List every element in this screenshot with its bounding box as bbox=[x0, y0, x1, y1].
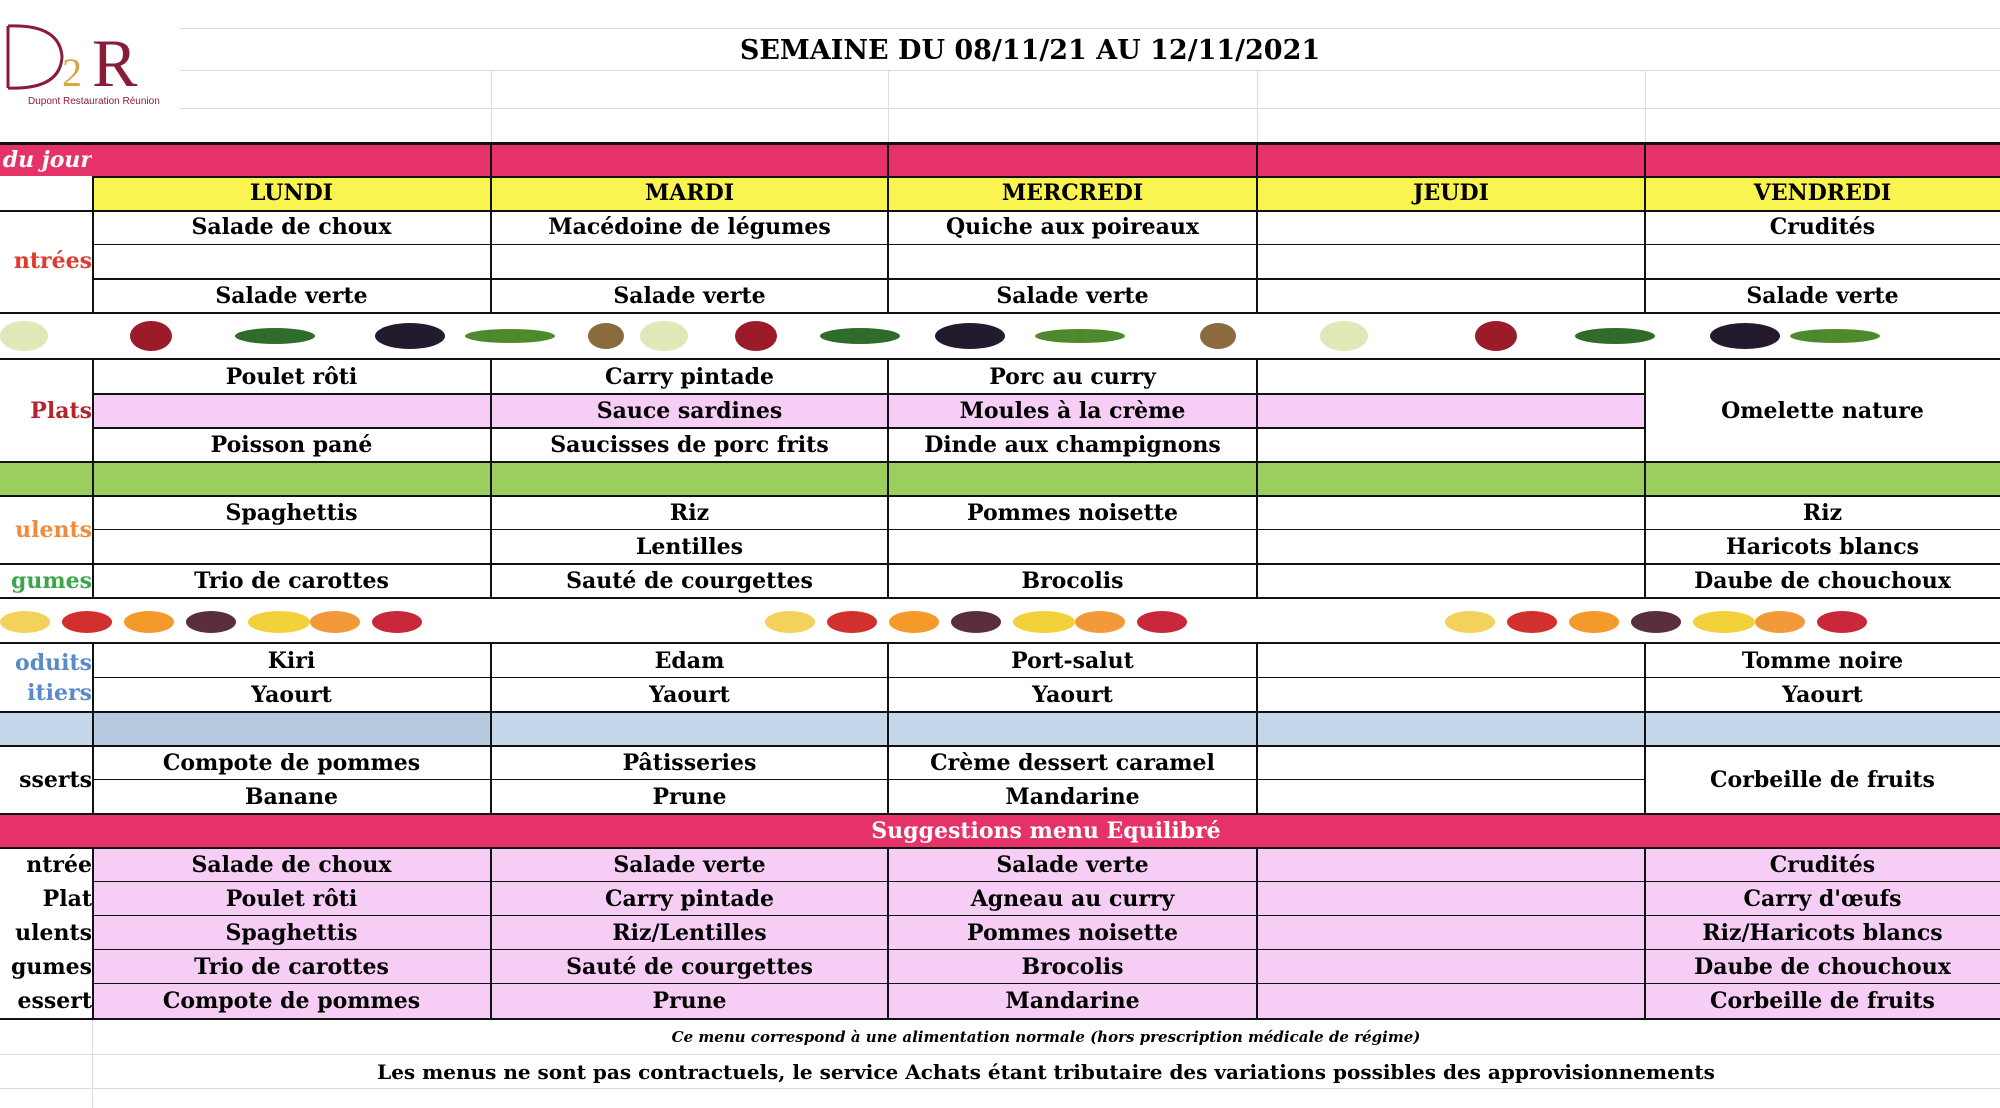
entree-cell: Crudités bbox=[1769, 214, 1876, 240]
suggestion-label-text: Plat bbox=[42, 886, 92, 912]
table-border bbox=[92, 642, 94, 813]
feculent-cell: Pommes noisette bbox=[967, 500, 1178, 526]
grid-line bbox=[888, 70, 889, 142]
entree-cell: Salade verte bbox=[996, 283, 1149, 309]
suggestion-cell: Compote de pommes bbox=[162, 988, 421, 1014]
table-border bbox=[92, 529, 2000, 530]
blue-separator-lundi bbox=[92, 712, 491, 746]
pomegranate-icon bbox=[130, 321, 172, 351]
suggestion-label bbox=[0, 984, 92, 1018]
table-border bbox=[92, 949, 2000, 950]
suggestion-cell: Brocolis bbox=[1021, 954, 1124, 980]
plat-cell-vendredi: Omelette nature bbox=[1721, 398, 1924, 424]
section-feculents bbox=[0, 496, 92, 564]
suggestion-label bbox=[0, 882, 92, 916]
grid-line bbox=[0, 1088, 2000, 1089]
logo-subtitle: Dupont Restauration Réunion bbox=[28, 96, 160, 107]
dessert-cell: Banane bbox=[244, 784, 339, 810]
banana-icon bbox=[248, 611, 310, 633]
table-border bbox=[92, 779, 1645, 780]
table-border bbox=[92, 915, 2000, 916]
lemon-icon bbox=[0, 611, 50, 633]
suggestion-label bbox=[0, 848, 92, 882]
day-mardi: MARDI bbox=[644, 180, 735, 206]
feculent-cell: Riz bbox=[1802, 500, 1843, 526]
plat-cell: Moules à la crème bbox=[959, 398, 1186, 424]
dessert-cell: Pâtisseries bbox=[622, 750, 757, 776]
plat-cell: Poulet rôti bbox=[225, 364, 358, 390]
raspberry-icon bbox=[1137, 611, 1187, 633]
table-border bbox=[92, 176, 94, 312]
apricot-icon bbox=[310, 611, 360, 633]
green-beans-icon bbox=[465, 329, 555, 343]
eggplant-icon bbox=[1710, 323, 1780, 349]
suggestion-cell: Pommes noisette bbox=[967, 920, 1178, 946]
suggestion-cell: Salade verte bbox=[996, 852, 1149, 878]
plat-cell: Sauce sardines bbox=[596, 398, 783, 424]
svg-text:2: 2 bbox=[62, 50, 82, 95]
table-border bbox=[92, 358, 94, 597]
table-border bbox=[92, 244, 2000, 245]
plat-cell: Poisson pané bbox=[210, 432, 373, 458]
grid-line bbox=[1257, 70, 1258, 142]
table-border bbox=[1644, 847, 1646, 1018]
grid-line bbox=[1645, 70, 1646, 142]
table-border bbox=[92, 677, 2000, 678]
entree-cell bbox=[1257, 280, 1645, 312]
table-border bbox=[0, 312, 2000, 314]
laitier-cell: Tomme noire bbox=[1741, 648, 1904, 674]
grid-line bbox=[180, 108, 2000, 109]
entree-cell bbox=[1257, 210, 1645, 244]
orange-slice-icon bbox=[1569, 611, 1619, 633]
table-border bbox=[490, 142, 492, 312]
dessert-cell: Prune bbox=[652, 784, 727, 810]
suggestion-label-text: gumes bbox=[10, 954, 92, 980]
lemon-icon bbox=[765, 611, 815, 633]
zucchini-icon bbox=[1575, 328, 1655, 344]
table-border bbox=[92, 881, 2000, 882]
fig-icon bbox=[186, 611, 236, 633]
table-border bbox=[887, 847, 889, 1018]
section-entrees-label: ntrées bbox=[13, 248, 92, 274]
day-lundi: LUNDI bbox=[250, 180, 333, 206]
table-border bbox=[1256, 358, 1258, 597]
section-plats bbox=[0, 360, 92, 462]
zucchini-icon bbox=[820, 328, 900, 344]
section-entrees bbox=[0, 210, 92, 312]
table-border bbox=[887, 642, 889, 813]
laitier-cell: Edam bbox=[654, 648, 725, 674]
table-border bbox=[0, 597, 2000, 599]
plat-cell: Dinde aux champignons bbox=[924, 432, 1221, 458]
zucchini-icon bbox=[235, 328, 315, 344]
fennel-icon bbox=[640, 321, 688, 351]
day-mercredi: MERCREDI bbox=[1001, 180, 1144, 206]
dessert-cell: Compote de pommes bbox=[162, 750, 421, 776]
legume-cell: Brocolis bbox=[1021, 568, 1124, 594]
table-border bbox=[0, 847, 2000, 849]
table-border bbox=[92, 176, 2000, 178]
table-border bbox=[0, 813, 2000, 815]
suggestions-title: Suggestions menu Equilibré bbox=[871, 818, 1221, 844]
table-border bbox=[1256, 142, 1258, 312]
table-border bbox=[0, 210, 2000, 212]
table-border bbox=[0, 1018, 2000, 1020]
suggestion-cell: Mandarine bbox=[1005, 988, 1140, 1014]
section-legumes bbox=[0, 564, 92, 598]
legume-cell: Sauté de courgettes bbox=[566, 568, 813, 594]
laitier-cell: Yaourt bbox=[251, 682, 332, 708]
suggestion-cell: Poulet rôti bbox=[225, 886, 358, 912]
suggestion-cell: Salade verte bbox=[613, 852, 766, 878]
entree-cell: Quiche aux poireaux bbox=[946, 214, 1199, 240]
table-border bbox=[0, 563, 2000, 565]
strawberry-icon bbox=[62, 611, 112, 633]
entree-cell: Salade verte bbox=[215, 283, 368, 309]
menu-du-jour-band bbox=[0, 144, 2000, 176]
logo bbox=[0, 14, 180, 110]
section-laitiers bbox=[0, 644, 92, 712]
lemon-icon bbox=[1445, 611, 1495, 633]
entree-cell: Salade verte bbox=[1746, 283, 1899, 309]
section-desserts-label: sserts bbox=[19, 767, 92, 793]
orange-slice-icon bbox=[124, 611, 174, 633]
feculent-cell: Lentilles bbox=[635, 534, 744, 560]
dessert-cell: Crème dessert caramel bbox=[930, 750, 1215, 776]
suggestion-cell: Carry d'œufs bbox=[1743, 886, 1902, 912]
table-border bbox=[490, 847, 492, 1018]
grid-line bbox=[0, 1054, 2000, 1055]
laitier-cell: Kiri bbox=[267, 648, 316, 674]
suggestion-cell: Sauté de courgettes bbox=[566, 954, 813, 980]
feculent-cell: Riz bbox=[669, 500, 710, 526]
banana-icon bbox=[1013, 611, 1075, 633]
footer-note: Ce menu correspond à une alimentation normale (hors prescription médicale de régime) bbox=[671, 1028, 1421, 1046]
entree-cell: Salade verte bbox=[613, 283, 766, 309]
table-border bbox=[92, 847, 94, 1018]
table-border bbox=[490, 358, 492, 597]
table-border bbox=[0, 461, 2000, 463]
table-border bbox=[1644, 358, 1646, 597]
table-border bbox=[1256, 847, 1258, 1018]
laitier-cell: Yaourt bbox=[649, 682, 730, 708]
banana-icon bbox=[1693, 611, 1755, 633]
legume-cell: Daube de chouchoux bbox=[1694, 568, 1951, 594]
grid-line bbox=[491, 70, 492, 142]
suggestion-label-text: essert bbox=[17, 988, 92, 1014]
laitier-cell: Yaourt bbox=[1782, 682, 1863, 708]
laitier-cell: Port-salut bbox=[1011, 648, 1134, 674]
feculent-cell: Haricots blancs bbox=[1725, 534, 1920, 560]
eggplant-icon bbox=[935, 323, 1005, 349]
suggestion-cell: Crudités bbox=[1769, 852, 1876, 878]
legume-cell: Trio de carottes bbox=[194, 568, 389, 594]
plat-cell: Saucisses de porc frits bbox=[550, 432, 829, 458]
grid-line bbox=[180, 70, 2000, 71]
eggplant-icon bbox=[375, 323, 445, 349]
section-plats-label: Plats bbox=[30, 398, 92, 424]
apricot-icon bbox=[1755, 611, 1805, 633]
suggestion-cell: Daube de chouchoux bbox=[1694, 954, 1951, 980]
fig-icon bbox=[951, 611, 1001, 633]
section-desserts bbox=[0, 746, 92, 814]
day-jeudi: JEUDI bbox=[1413, 180, 1489, 206]
laitier-cell: Yaourt bbox=[1032, 682, 1113, 708]
section-laitiers-label-2: itiers bbox=[27, 680, 92, 706]
vegetables-banner bbox=[0, 314, 2000, 358]
raspberry-icon bbox=[1817, 611, 1867, 633]
table-border bbox=[887, 142, 889, 312]
pomegranate-icon bbox=[735, 321, 777, 351]
svg-text:R: R bbox=[92, 25, 138, 101]
table-border bbox=[92, 393, 1645, 395]
green-beans-icon bbox=[1035, 329, 1125, 343]
table-border bbox=[92, 278, 2000, 280]
strawberry-icon bbox=[827, 611, 877, 633]
plat-cell: Carry pintade bbox=[605, 364, 774, 390]
strawberry-icon bbox=[1507, 611, 1557, 633]
table-border bbox=[1644, 642, 1646, 813]
menu-du-jour-label: du jour bbox=[2, 147, 92, 173]
table-border bbox=[92, 427, 1645, 429]
grid-line bbox=[180, 28, 2000, 29]
suggestion-label-text: ntrée bbox=[26, 852, 92, 878]
apricot-icon bbox=[1075, 611, 1125, 633]
table-border bbox=[1644, 142, 1646, 312]
suggestion-cell: Prune bbox=[652, 988, 727, 1014]
dessert-cell: Mandarine bbox=[1005, 784, 1140, 810]
raspberry-icon bbox=[372, 611, 422, 633]
suggestion-cell: Spaghettis bbox=[225, 920, 358, 946]
fennel-icon bbox=[1320, 321, 1368, 351]
table-border bbox=[0, 711, 2000, 713]
plat-cell: Porc au curry bbox=[989, 364, 1156, 390]
suggestion-cell: Agneau au curry bbox=[970, 886, 1175, 912]
table-border bbox=[0, 358, 2000, 360]
suggestion-cell: Riz/Haricots blancs bbox=[1702, 920, 1943, 946]
dessert-cell-vendredi: Corbeille de fruits bbox=[1710, 767, 1935, 793]
fennel-icon bbox=[0, 321, 48, 351]
suggestion-cell: Salade de choux bbox=[191, 852, 392, 878]
section-laitiers-label-1: oduits bbox=[15, 650, 92, 676]
suggestion-cell: Trio de carottes bbox=[194, 954, 389, 980]
table-border bbox=[887, 358, 889, 597]
table-border bbox=[92, 983, 2000, 984]
suggestion-label bbox=[0, 916, 92, 950]
suggestion-label-text: ulents bbox=[15, 920, 92, 946]
orange-slice-icon bbox=[889, 611, 939, 633]
section-feculents-label: ulents bbox=[15, 517, 92, 543]
table-border bbox=[0, 495, 2000, 497]
green-beans-icon bbox=[1790, 329, 1880, 343]
fruits-banner bbox=[0, 600, 2000, 642]
day-vendredi: VENDREDI bbox=[1753, 180, 1892, 206]
suggestion-cell: Carry pintade bbox=[605, 886, 774, 912]
table-border bbox=[0, 745, 2000, 747]
suggestion-label bbox=[0, 950, 92, 984]
page-title: SEMAINE DU 08/11/21 AU 12/11/2021 bbox=[739, 34, 1321, 66]
suggestion-cell: Riz/Lentilles bbox=[612, 920, 767, 946]
entree-cell: Salade de choux bbox=[191, 214, 392, 240]
mushroom-icon bbox=[588, 323, 624, 349]
table-border bbox=[1256, 642, 1258, 813]
pomegranate-icon bbox=[1475, 321, 1517, 351]
entree-cell: Macédoine de légumes bbox=[548, 214, 831, 240]
green-separator bbox=[0, 462, 2000, 496]
fig-icon bbox=[1631, 611, 1681, 633]
suggestion-cell: Corbeille de fruits bbox=[1710, 988, 1935, 1014]
section-legumes-label: gumes bbox=[10, 568, 92, 594]
table-border bbox=[0, 642, 2000, 644]
mushroom-icon bbox=[1200, 323, 1236, 349]
table-border bbox=[490, 642, 492, 813]
feculent-cell: Spaghettis bbox=[225, 500, 358, 526]
footer-disclaimer: Les menus ne sont pas contractuels, le service Achats étant tributaire des variations possibles des approvisionnements bbox=[377, 1060, 1715, 1084]
table-border bbox=[0, 142, 2000, 145]
